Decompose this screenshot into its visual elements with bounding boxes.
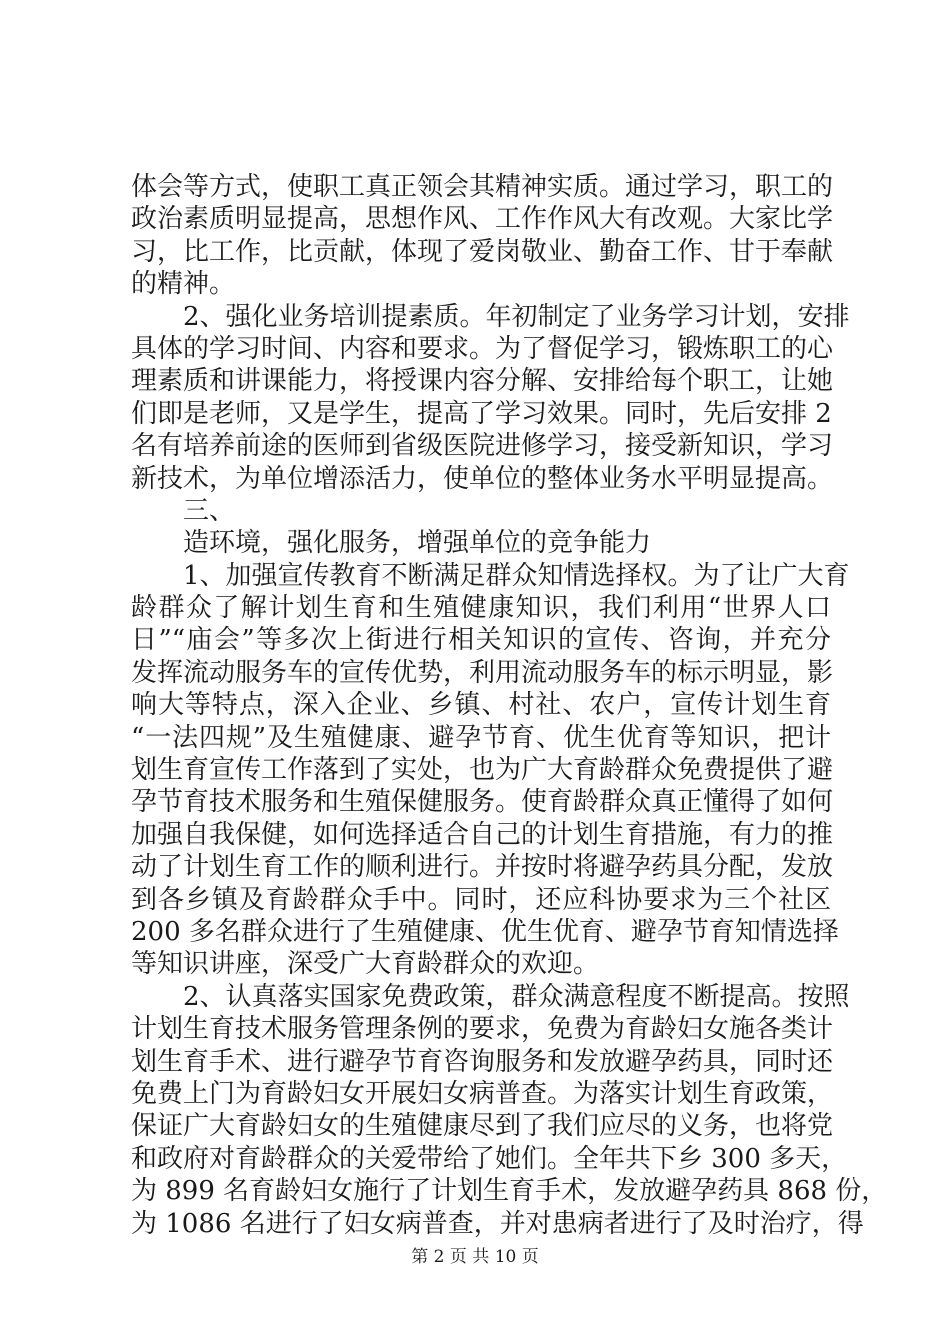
text-line: 1、加强宣传教育不断满足群众知情选择权。为了让广大育: [183, 560, 850, 591]
text-line: 造环境，强化服务，增强单位的竞争能力: [183, 528, 652, 559]
text-line: 等知识讲座，深受广大育龄群众的欢迎。: [131, 949, 600, 980]
text-line: 动了计划生育工作的顺利进行。并按时将避孕药具分配，发放: [131, 852, 834, 883]
text-line: 划生育手术、进行避孕节育咨询服务和发放避孕药具，同时还: [131, 1046, 834, 1077]
text-line: 发挥流动服务车的宣传优势，利用流动服务车的标示明显，影: [131, 657, 834, 688]
text-line: 习，比工作，比贡献，体现了爱岗敬业、勤奋工作、甘于奉献: [131, 236, 834, 267]
text-line: 计划生育技术服务管理条例的要求，免费为育龄妇女施各类计: [131, 1014, 834, 1045]
text-line: “一法四规”及生殖健康、避孕节育、优生优育等知识，把计: [131, 722, 831, 753]
text-line: 2、认真落实国家免费政策，群众满意程度不断提高。按照: [183, 981, 850, 1012]
text-line: 理素质和讲课能力，将授课内容分解、安排给每个职工，让她: [131, 366, 834, 397]
text-line: 的精神。: [131, 269, 236, 300]
text-line: 划生育宣传工作落到了实处，也为广大育龄群众免费提供了避: [131, 755, 834, 786]
text-line: 加强自我保健，如何选择适合自己的计划生育措施，有力的推: [131, 819, 834, 850]
text-line: 日”“庙会”等多次上街进行相关知识的宣传、咨询，并充分: [131, 625, 831, 656]
text-line: 2、强化业务培训提素质。年初制定了业务学习计划，安排: [183, 301, 850, 332]
text-line: 200 多名群众进行了生殖健康、优生优育、避孕节育知情选择: [131, 916, 839, 947]
text-line: 为 1086 名进行了妇女病普查，并对患病者进行了及时治疗，得: [131, 1208, 864, 1239]
text-line: 具体的学习时间、内容和要求。为了督促学习，锻炼职工的心: [131, 333, 834, 364]
text-line: 龄群众了解计划生育和生殖健康知识，我们利用“世界人口: [131, 593, 831, 624]
text-line: 和政府对育龄群众的关爱带给了她们。全年共下乡 300 多天，: [131, 1143, 848, 1174]
page-footer: 第 2 页 共 10 页: [411, 1247, 539, 1267]
text-line: 响大等特点，深入企业、乡镇、村社、农户，宣传计划生育: [131, 690, 831, 721]
text-line: 免费上门为育龄妇女开展妇女病普查。为落实计划生育政策，: [131, 1078, 834, 1109]
document-body: [131, 171, 888, 1240]
text-line: 三、: [183, 495, 236, 526]
text-line: 新技术，为单位增添活力，使单位的整体业务水平明显提高。: [131, 463, 834, 494]
text-line: 体会等方式，使职工真正领会其精神实质。通过学习，职工的: [131, 172, 834, 202]
text-line: 孕节育技术服务和生殖保健服务。使育龄群众真正懂得了如何: [131, 787, 834, 818]
text-line: 们即是老师，又是学生，提高了学习效果。同时，先后安排 2: [131, 398, 832, 429]
text-line: 名有培养前途的医师到省级医院进修学习，接受新知识，学习: [131, 431, 834, 462]
text-line: 保证广大育龄妇女的生殖健康尽到了我们应尽的义务，也将党: [131, 1111, 834, 1142]
text-line: 政治素质明显提高，思想作风、工作作风大有改观。大家比学: [131, 204, 834, 235]
text-line: 为 899 名育龄妇女施行了计划生育手术，发放避孕药具 868 份，: [131, 1176, 888, 1207]
text-line: 到各乡镇及育龄群众手中。同时，还应科协要求为三个社区: [131, 884, 831, 915]
